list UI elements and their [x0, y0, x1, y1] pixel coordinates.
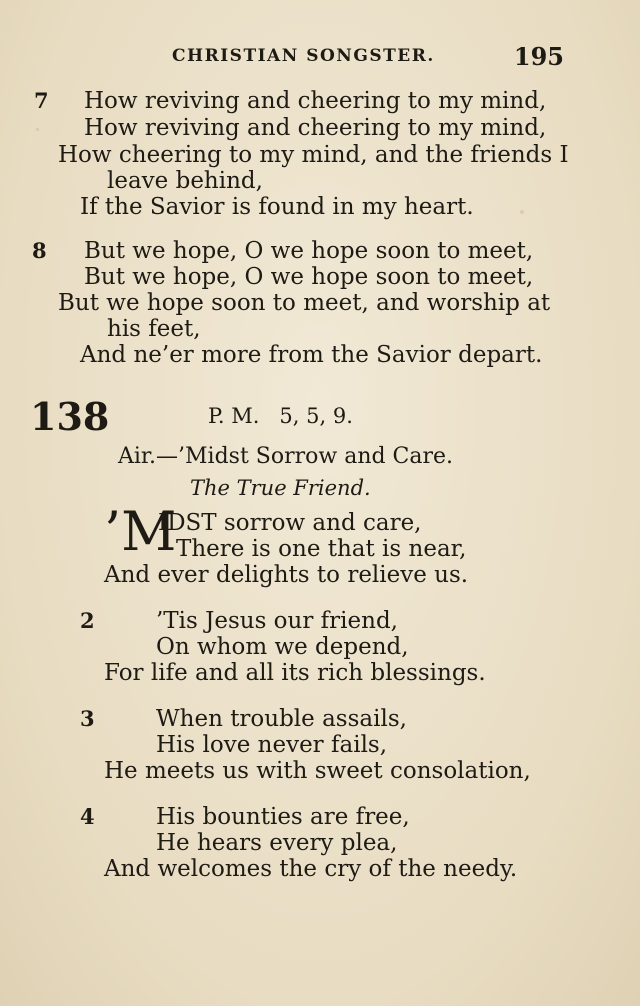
running-title: CHRISTIAN SONGSTER. — [172, 46, 435, 66]
hymn-meter: P. M. 5, 5, 9. — [208, 404, 353, 428]
verse-line: His bounties are free, — [156, 804, 410, 830]
paper-speck — [520, 210, 524, 214]
drop-cap: ’M — [104, 500, 177, 563]
verse-line: But we hope, O we hope soon to meet, — [84, 264, 534, 290]
page-number: 195 — [513, 42, 564, 71]
verse-number: 8 — [32, 238, 47, 263]
verse-line: How reviving and cheering to my mind, — [84, 115, 547, 141]
verse-line: But we hope, O we hope soon to meet, — [84, 238, 534, 264]
verse-line: ’Tis Jesus our friend, — [156, 608, 398, 634]
verse-line: And ne’er more from the Savior depart. — [80, 342, 543, 368]
verse-line: How cheering to my mind, and the friends I — [58, 142, 569, 168]
verse-number: 4 — [80, 804, 95, 829]
hymn-title: The True Friend. — [190, 476, 371, 500]
verse-line: For life and all its rich blessings. — [104, 660, 486, 686]
verse-line: And ever delights to relieve us. — [104, 562, 469, 588]
verse-line: But we hope soon to meet, and worship at — [58, 290, 551, 316]
verse-line: He hears every plea, — [156, 830, 398, 856]
verse-line: his feet, — [107, 316, 201, 342]
verse-line: When trouble assails, — [156, 706, 407, 732]
verse-line: On whom we depend, — [156, 634, 409, 660]
verse-number: 3 — [80, 706, 95, 731]
verse-line: IDST sorrow and care, — [158, 510, 422, 536]
verse-number: 7 — [34, 88, 49, 113]
verse-line: His love never fails, — [156, 732, 388, 758]
paper-speck — [36, 128, 39, 131]
verse-line: He meets us with sweet consolation, — [104, 758, 531, 784]
verse-number: 2 — [80, 608, 95, 633]
verse-line: And welcomes the cry of the needy. — [104, 856, 518, 882]
verse-line: How reviving and cheering to my mind, — [84, 88, 547, 114]
hymn-number: 138 — [30, 394, 110, 439]
hymn-air: Air.—’Midst Sorrow and Care. — [118, 444, 454, 469]
verse-line: If the Savior is found in my heart. — [80, 194, 474, 220]
verse-line: leave behind, — [107, 168, 263, 194]
verse-line: There is one that is near, — [176, 536, 467, 562]
